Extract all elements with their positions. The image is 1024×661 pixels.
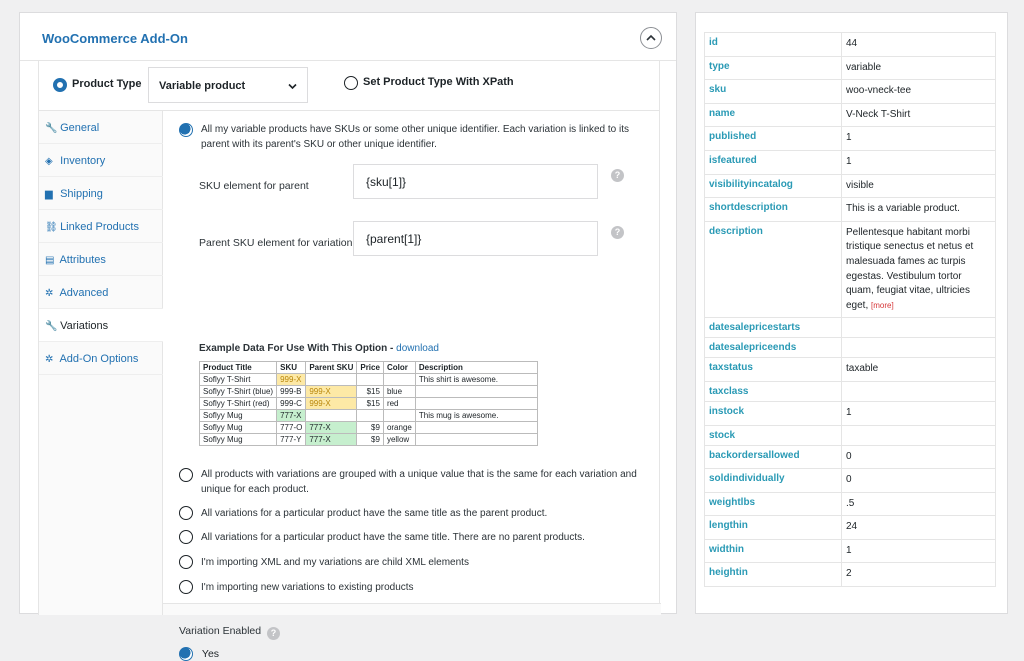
table-cell: blue	[383, 386, 415, 398]
product-type-select[interactable]	[148, 67, 308, 103]
table-cell: orange	[383, 422, 415, 434]
yes-radio[interactable]	[179, 647, 193, 661]
field-value	[842, 338, 996, 358]
table-cell: 777-Y	[277, 434, 306, 446]
variation-enabled-row	[179, 625, 277, 638]
column-header: Color	[383, 362, 415, 374]
product-type-label: Product Type	[72, 78, 142, 90]
field-key: visibilityincatalog	[705, 174, 842, 198]
tab-shipping[interactable]	[39, 177, 163, 210]
table-row	[705, 401, 996, 425]
table-cell	[415, 422, 537, 434]
truck-icon: ▆	[45, 189, 53, 200]
section-separator	[163, 604, 661, 615]
table-row	[200, 434, 538, 446]
tab-label: Variations	[60, 320, 109, 332]
table-row	[705, 127, 996, 151]
xpath-radio[interactable]	[344, 76, 358, 90]
table-row	[705, 56, 996, 80]
same-title-parent-radio[interactable]	[179, 506, 193, 520]
field-value: V-Neck T-Shirt	[842, 103, 996, 127]
xml-children-radio[interactable]	[179, 555, 193, 569]
table-row	[200, 386, 538, 398]
variation-enabled-label: Variation Enabled	[179, 625, 262, 637]
sku-option-text: All my variable products have SKUs or some other unique identifier. Each variation is linked to its parent with its parent's SKU or other unique identifier.	[201, 124, 629, 150]
tab-attributes[interactable]	[39, 243, 163, 276]
same-title-no-parent-radio[interactable]	[179, 530, 193, 544]
tab-label: General	[60, 122, 100, 134]
table-cell: 999-X	[306, 398, 357, 410]
table-cell: red	[383, 398, 415, 410]
table-cell: 777-X	[277, 410, 306, 422]
example-data-heading: Example Data For Use With This Option - download	[199, 343, 439, 354]
sku-option-radio[interactable]	[179, 123, 193, 137]
table-row	[705, 103, 996, 127]
table-cell: Soflyy Mug	[200, 422, 277, 434]
field-key: taxstatus	[705, 358, 842, 382]
field-key: sku	[705, 80, 842, 104]
example-data-table	[199, 361, 538, 446]
variation-enabled-yes	[179, 647, 219, 661]
existing-products-text: I'm importing new variations to existing products	[201, 582, 414, 593]
table-row	[705, 33, 996, 57]
table-cell	[383, 374, 415, 386]
table-cell	[306, 410, 357, 422]
table-cell: yellow	[383, 434, 415, 446]
record-data-panel	[695, 12, 1008, 614]
sku-parent-input[interactable]: {sku[1]}	[353, 164, 598, 199]
field-value: visible	[842, 174, 996, 198]
table-row	[200, 422, 538, 434]
field-key: lengthin	[705, 516, 842, 540]
download-link[interactable]: download	[396, 343, 439, 354]
record-data-table	[704, 32, 996, 587]
table-row	[705, 358, 996, 382]
more-link[interactable]: [more]	[871, 300, 894, 310]
product-type-select-value: Variable product	[159, 80, 246, 92]
parent-sku-input[interactable]: {parent[1]}	[353, 221, 598, 256]
table-row	[705, 150, 996, 174]
gear-icon: ✲	[45, 288, 54, 299]
field-key: weightlbs	[705, 492, 842, 516]
tab-label: Attributes	[59, 254, 106, 266]
parent-sku-label: Parent SKU element for variation	[199, 237, 353, 249]
table-cell	[415, 434, 537, 446]
field-key: isfeatured	[705, 150, 842, 174]
table-row	[705, 445, 996, 469]
field-key: description	[705, 221, 842, 318]
field-value: 1	[842, 127, 996, 151]
table-row	[200, 374, 538, 386]
field-value: 1	[842, 150, 996, 174]
chevron-down-icon	[288, 83, 297, 90]
field-value: This is a variable product.	[842, 198, 996, 222]
table-row	[705, 516, 996, 540]
help-icon[interactable]: ?	[611, 226, 624, 239]
tab-addon-options[interactable]	[39, 342, 163, 375]
table-cell: 999-C	[277, 398, 306, 410]
field-value: 0	[842, 469, 996, 493]
product-data-tabs	[39, 111, 163, 615]
description-text: Pellentesque habitant morbi tristique senectus et netus et malesuada fames ac turpis egestas. Vestibulum tortor quam, feugiat vitae, ultricies eget,	[846, 226, 974, 311]
field-key: shortdescription	[705, 198, 842, 222]
field-value: 2	[842, 563, 996, 587]
field-value	[842, 425, 996, 445]
variations-panel	[163, 111, 661, 660]
field-value	[842, 381, 996, 401]
product-type-radio[interactable]	[53, 78, 67, 92]
table-row	[705, 469, 996, 493]
woocommerce-addon-panel	[19, 12, 677, 660]
tab-variations[interactable]	[39, 309, 163, 342]
table-cell: Soflyy T-Shirt (blue)	[200, 386, 277, 398]
field-value	[842, 221, 996, 318]
table-cell: 777-O	[277, 422, 306, 434]
table-cell: Soflyy T-Shirt	[200, 374, 277, 386]
table-header-row	[200, 362, 538, 374]
field-value: 0	[842, 445, 996, 469]
yes-label: Yes	[201, 647, 220, 660]
link-icon: ⛓	[45, 222, 58, 233]
existing-products-radio[interactable]	[179, 580, 193, 594]
tag-icon: ◈	[45, 156, 53, 167]
collapse-toggle-button[interactable]	[640, 27, 662, 49]
help-icon[interactable]: ?	[611, 169, 624, 182]
field-key: heightin	[705, 563, 842, 587]
tab-general[interactable]	[39, 111, 163, 144]
field-value: 24	[842, 516, 996, 540]
grouped-option-text: All products with variations are grouped with a unique value that is the same for each variation and unique for each product.	[201, 469, 637, 495]
table-cell	[306, 374, 357, 386]
field-key: type	[705, 56, 842, 80]
table-cell: $9	[357, 434, 384, 446]
column-header: Parent SKU	[306, 362, 357, 374]
xml-children-text: I'm importing XML and my variations are child XML elements	[201, 557, 469, 568]
xpath-label: Set Product Type With XPath	[363, 76, 514, 88]
table-cell: 999-X	[277, 374, 306, 386]
table-cell	[415, 398, 537, 410]
example-heading-text: Example Data For Use With This Option	[199, 343, 388, 354]
field-value: .5	[842, 492, 996, 516]
tab-label: Shipping	[60, 188, 103, 200]
tab-label: Inventory	[60, 155, 106, 167]
table-row	[200, 398, 538, 410]
panel-header	[20, 13, 676, 61]
field-key: soldindividually	[705, 469, 842, 493]
same-title-no-parent-text: All variations for a particular product have the same title. There are no parent products.	[201, 532, 585, 543]
table-cell	[415, 386, 537, 398]
sku-parent-label: SKU element for parent	[199, 180, 309, 192]
column-header: Product Title	[200, 362, 277, 374]
table-row	[705, 425, 996, 445]
field-value: variable	[842, 56, 996, 80]
tab-advanced[interactable]	[39, 276, 163, 309]
table-row	[705, 338, 996, 358]
field-value: 1	[842, 401, 996, 425]
table-cell: $15	[357, 386, 384, 398]
product-type-row	[39, 61, 659, 111]
table-row	[705, 80, 996, 104]
table-cell: 777-X	[306, 422, 357, 434]
field-key: taxclass	[705, 381, 842, 401]
table-row	[705, 381, 996, 401]
table-row	[705, 221, 996, 318]
table-cell: $9	[357, 422, 384, 434]
column-header: Description	[415, 362, 537, 374]
field-key: name	[705, 103, 842, 127]
table-cell: 999-B	[277, 386, 306, 398]
wrench-icon: 🔧	[45, 321, 58, 332]
tab-label: Add-On Options	[59, 353, 139, 365]
grouped-option-radio[interactable]	[179, 468, 193, 482]
field-key: instock	[705, 401, 842, 425]
column-header: Price	[357, 362, 384, 374]
field-value: 44	[842, 33, 996, 57]
field-key: datesalepriceends	[705, 338, 842, 358]
table-cell: Soflyy T-Shirt (red)	[200, 398, 277, 410]
field-value: woo-vneck-tee	[842, 80, 996, 104]
table-row	[705, 539, 996, 563]
chevron-up-icon	[646, 33, 656, 43]
table-cell: Soflyy Mug	[200, 434, 277, 446]
list-icon: ▤	[45, 255, 55, 266]
same-title-parent-text: All variations for a particular product have the same title as the parent product.	[201, 508, 548, 519]
field-value: taxable	[842, 358, 996, 382]
table-cell: Soflyy Mug	[200, 410, 277, 422]
table-row	[705, 563, 996, 587]
column-header: SKU	[277, 362, 306, 374]
table-row	[705, 492, 996, 516]
field-key: backordersallowed	[705, 445, 842, 469]
field-key: widthin	[705, 539, 842, 563]
field-key: id	[705, 33, 842, 57]
tab-linked-products[interactable]	[39, 210, 163, 243]
field-value: 1	[842, 539, 996, 563]
tab-inventory[interactable]	[39, 144, 163, 177]
table-cell	[357, 374, 384, 386]
table-cell: 777-X	[306, 434, 357, 446]
table-cell	[357, 410, 384, 422]
table-cell: 999-X	[306, 386, 357, 398]
panel-title: WooCommerce Add-On	[42, 31, 188, 46]
table-cell: $15	[357, 398, 384, 410]
addon-inner-box	[38, 61, 660, 660]
field-key: stock	[705, 425, 842, 445]
table-cell: This shirt is awesome.	[415, 374, 537, 386]
wrench-icon: 🔧	[45, 123, 58, 134]
help-icon[interactable]: ?	[267, 627, 280, 640]
table-row	[705, 318, 996, 338]
field-value	[842, 318, 996, 338]
table-cell: This mug is awesome.	[415, 410, 537, 422]
table-row	[705, 174, 996, 198]
table-cell	[383, 410, 415, 422]
tab-label: Advanced	[59, 287, 109, 299]
field-key: datesalepricestarts	[705, 318, 842, 338]
gear-icon: ✲	[45, 354, 54, 365]
field-key: published	[705, 127, 842, 151]
tab-label: Linked Products	[60, 221, 139, 233]
table-row	[200, 410, 538, 422]
table-row	[705, 198, 996, 222]
